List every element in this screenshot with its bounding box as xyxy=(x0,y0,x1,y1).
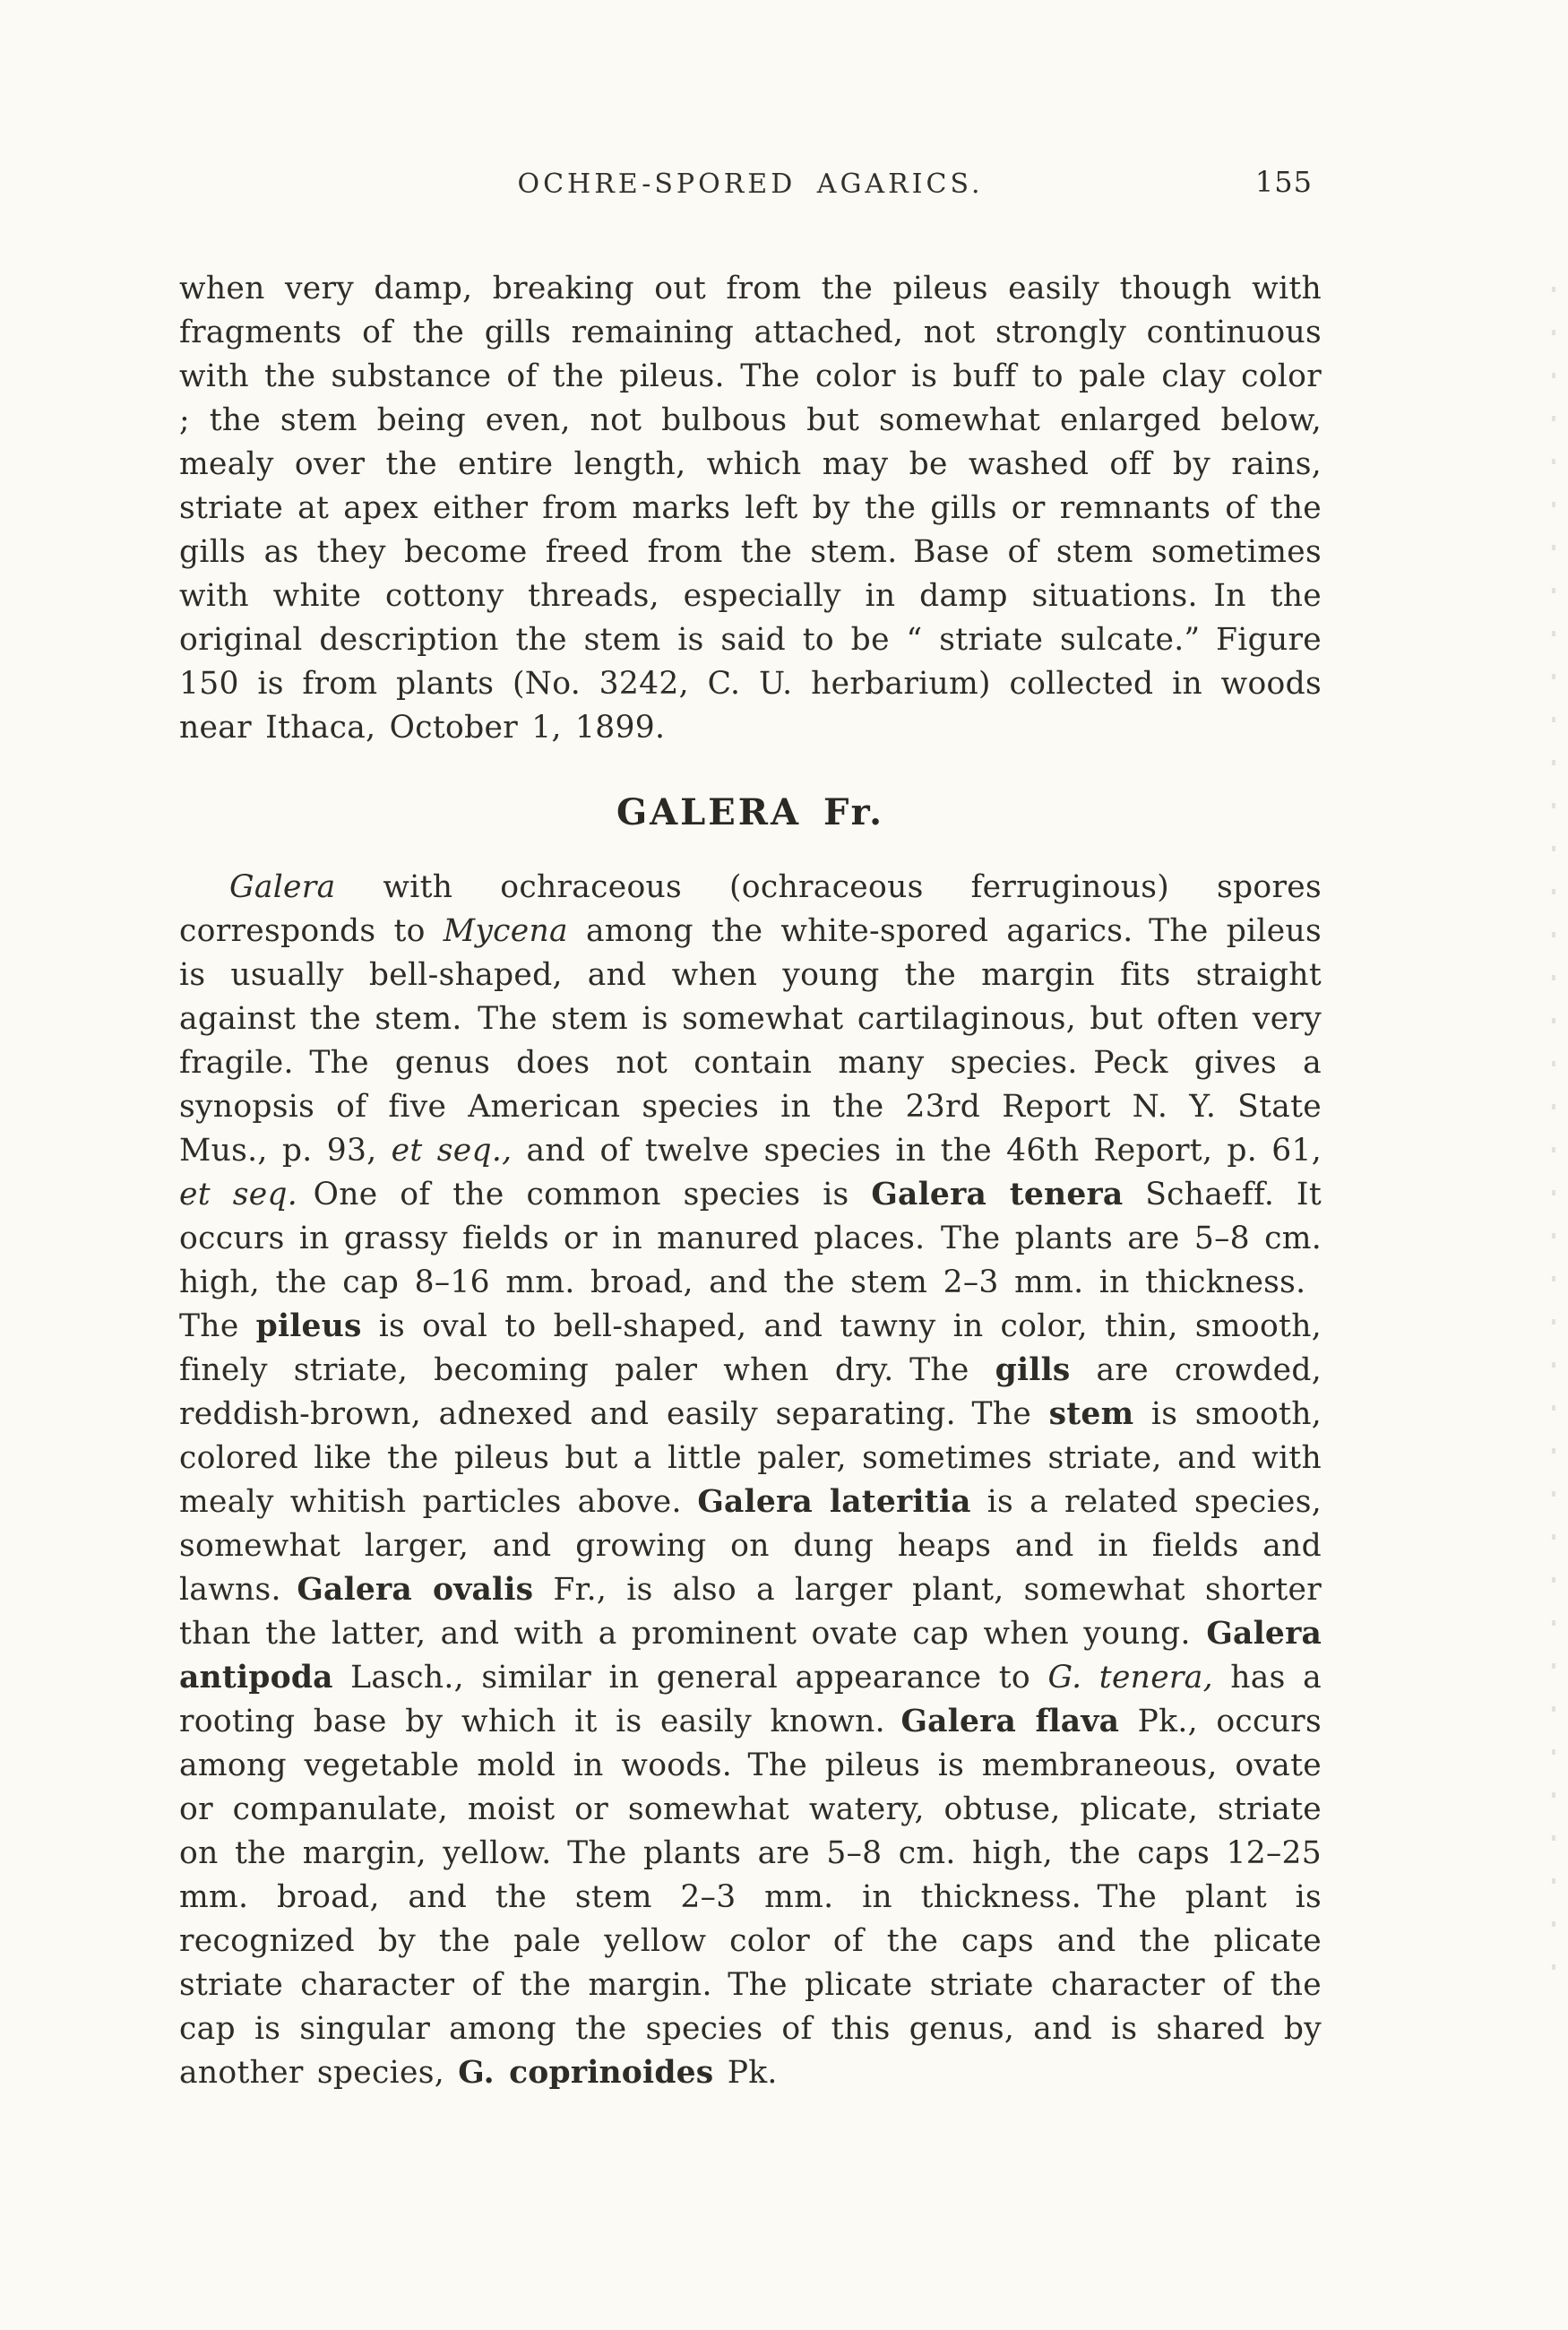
text-run-bold: stem xyxy=(1048,1396,1134,1432)
section-heading: GALERA Fr. xyxy=(616,791,885,833)
page-header xyxy=(179,165,1322,215)
text-run-italic: Galera xyxy=(229,869,336,905)
text-run-bold: Galera antipoda xyxy=(179,1616,1322,1696)
text-run-normal: Schaeff. It occurs in grassy fields or in manured places. The plants are 5–8 cm. high, the cap 8–16 mm. broad, and the stem 2–3 mm. in thickness. The xyxy=(179,1177,1322,1344)
scan-speckles xyxy=(1552,287,1555,1989)
text-run-normal: Pk., occurs among vegetable mold in woods. The pileus is membraneous, ovate or companulate, moist or somewhat watery, obtuse, plicate, striate on the margin, yellow. The plants are 5–8 cm. high, the caps 12–25 mm. broad, and the stem 2–3 mm. in thickness. The plant is recognized by the pale yellow color of the caps and the plicate striate character of the margin. The plicate striate character of the cap is singular among the species of this genus, and is shared by another species, xyxy=(179,1704,1322,2091)
text-run-italic: et seq. xyxy=(179,1177,298,1212)
text-run-normal: is a related species, somewhat larger, and growing on dung heaps and in fields and lawns. xyxy=(179,1484,1322,1608)
section-paragraph xyxy=(179,866,1322,2095)
text-run-normal: has a rooting base by which it is easily known. xyxy=(179,1660,1322,1739)
text-run-normal: is oval to bell-shaped, and tawny in color, thin, smooth, finely striate, becoming paler when dry. The xyxy=(179,1308,1322,1388)
page-number: 155 xyxy=(1254,165,1313,199)
text-run-normal: Lasch., similar in general appearance to xyxy=(332,1660,1048,1696)
text-run-normal: One of the common species is xyxy=(297,1177,872,1212)
text-run-normal: are crowded, reddish-brown, adnexed and easily separating. The xyxy=(179,1352,1322,1432)
text-run-bold: gills xyxy=(995,1352,1071,1388)
text-run-normal: Fr., is also a larger plant, somewhat shorter than the latter, and with a prominent ovate cap when young. xyxy=(179,1572,1322,1652)
text-run-italic: Mycena xyxy=(443,913,568,949)
text-run-bold: Galera tenera xyxy=(871,1177,1124,1212)
intro-paragraph: when very damp, breaking out from the pileus easily though with fragments of the gills remaining attached, not strongly continuous with the substance of the pileus. The color is buff to pale clay color ; the stem being even, not bulbous but somewhat enlarged below, mealy over the entire length, which may be washed off by rains, striate at apex either from marks left by the gills or remnants of the gills as they become freed from the stem. Base of stem sometimes with white cottony threads, especially in damp situations. In the original description the stem is said to be “ striate sulcate.” Figure 150 is from plants (No. 3242, C. U. herbarium) collected in woods near Ithaca, October 1, 1899. xyxy=(179,271,1322,746)
text-run-normal: Pk. xyxy=(713,2055,778,2091)
text-run-normal: among the white-spored agarics. The pileus is usually bell-shaped, and when young the margin fits straight against the stem. The stem is somewhat cartilaginous, but often very fragile. The genus does not contain many species. Peck gives a synopsis of five American species in the 23rd Report N. Y. State Mus., p. 93, xyxy=(179,913,1322,1169)
text-run-normal: is smooth, colored like the pileus but a little paler, sometimes striate, and with mealy whitish particles above. xyxy=(179,1396,1322,1520)
text-run-normal: and of twelve species in the 46th Report, p. 61, xyxy=(512,1133,1322,1169)
text-run-italic: G. tenera, xyxy=(1047,1660,1213,1696)
running-title: OCHRE-SPORED AGARICS. xyxy=(517,168,984,200)
text-run-bold: G. coprinoides xyxy=(458,2055,714,2091)
text-run-italic: et seq., xyxy=(391,1133,513,1169)
text-run-bold: Galera flava xyxy=(900,1704,1120,1739)
text-run-bold: Galera ovalis xyxy=(297,1572,534,1608)
text-run-normal: with ochraceous (ochraceous ferruginous) spores corresponds to xyxy=(179,869,1322,949)
text-run-bold: pileus xyxy=(255,1308,362,1344)
text-run-bold: Galera lateritia xyxy=(697,1484,971,1520)
